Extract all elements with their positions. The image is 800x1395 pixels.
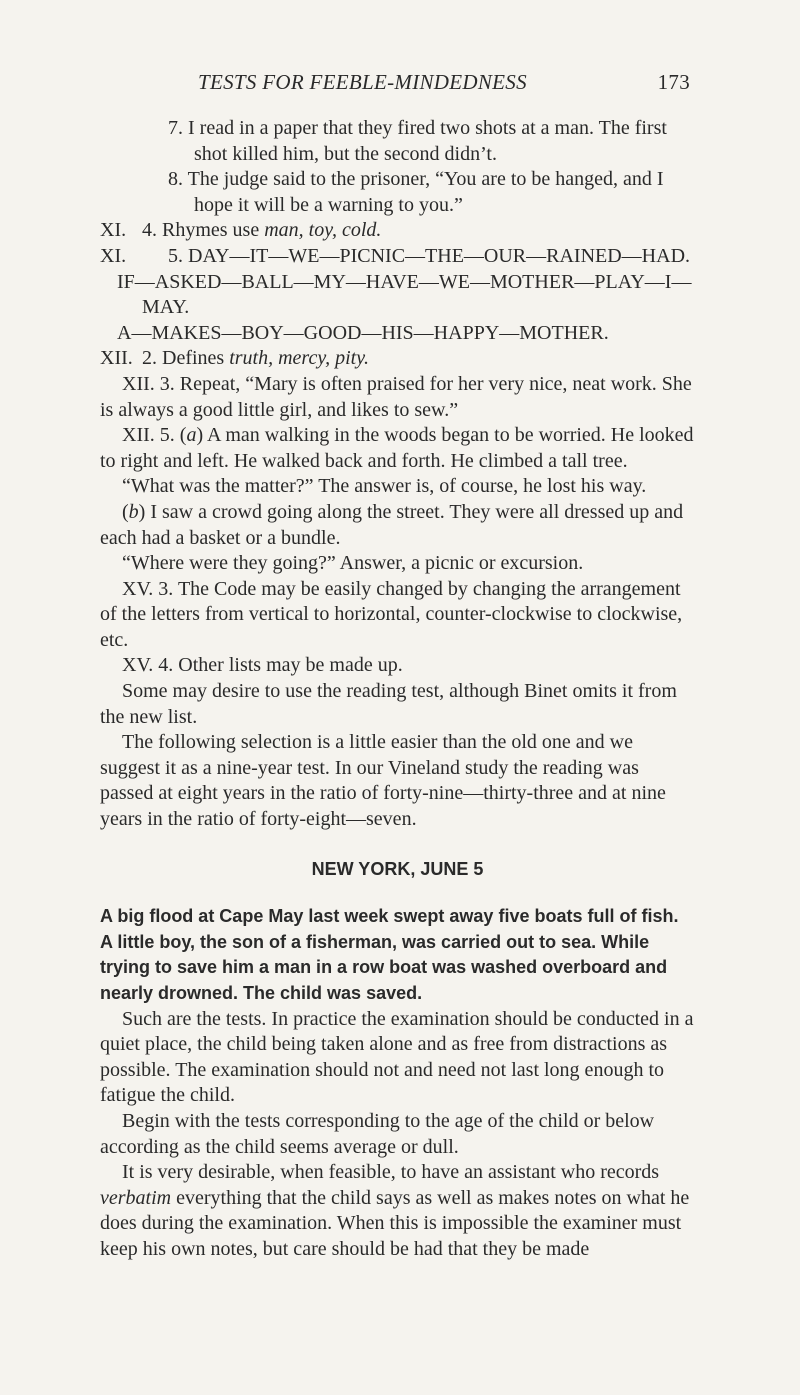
item-xi-5 bbox=[100, 244, 695, 346]
paragraph-following-selection: The following selection is a little easier than the old one and we suggest it as a nine-year test. In our Vineland study the reading was passed at eight years in the ratio of forty-nine—thirty-three and at nine years in the ratio of forty-eight—seven. bbox=[100, 731, 666, 831]
closing-paragraph-2: Begin with the tests corresponding to the age of the child or below according as the child seems average or dull. bbox=[100, 1109, 655, 1158]
item-xi-4 bbox=[100, 218, 695, 244]
item-xi-4-rhymes: man, toy, cold. bbox=[264, 219, 382, 242]
paragraph-reading-test: Some may desire to use the reading test, although Binet omits it from the new list. bbox=[100, 680, 677, 728]
item-8: 8. The judge said to the prisoner, “You are to be hanged, and I hope it will be a warning to you.” bbox=[168, 168, 664, 216]
item-xii-2-text bbox=[100, 346, 695, 372]
item-xi-5-line-2: IF—ASKED—BALL—MY—HAVE—WE—MOTHER—PLAY—I—MAY. bbox=[117, 270, 692, 319]
item-xii-5b bbox=[100, 500, 695, 551]
page-body bbox=[100, 116, 695, 1263]
item-xv-4: XV. 4. Other lists may be made up. bbox=[122, 654, 403, 677]
item-xii-5a-text: ) A man walking in the woods began to be worried. He looked to right and left. He walked back and forth. He climbed a tall tree. bbox=[100, 424, 694, 472]
running-title: TESTS FOR FEEBLE-MINDEDNESS bbox=[198, 70, 527, 94]
item-xi-5-line-1: 5. DAY—IT—WE—PICNIC—THE—OUR—RAINED—HAD. bbox=[168, 244, 691, 267]
item-xii-5a-pre: XII. 5. ( bbox=[122, 424, 187, 447]
item-xi-5-label: XI. bbox=[100, 244, 127, 267]
reading-test-heading: NEW YORK, JUNE 5 bbox=[311, 858, 484, 879]
item-xii-2 bbox=[100, 346, 695, 372]
item-xv-3: XV. 3. The Code may be easily changed by changing the arrangement of the letters from vertical to horizontal, counter-clockwise to clockwise, etc. bbox=[100, 577, 683, 651]
item-xi-4-label: XI. bbox=[100, 219, 127, 242]
item-xii-2-label: XII. bbox=[100, 347, 133, 370]
closing-paragraph-3-pre: It is very desirable, when feasible, to have an assistant who records bbox=[122, 1161, 660, 1184]
closing-paragraph-3 bbox=[100, 1160, 695, 1262]
running-header bbox=[198, 70, 690, 95]
item-xii-2-text-main: 2. Defines bbox=[142, 347, 230, 370]
item-xii-5a-question: “What was the matter?” The answer is, of course, he lost his way. bbox=[122, 475, 647, 498]
item-xi-4-text-main: 4. Rhymes use bbox=[142, 219, 265, 242]
item-xi-5-line-3: A—MAKES—BOY—GOOD—HIS—HAPPY—MOTHER. bbox=[117, 321, 609, 344]
item-xii-5b-question: “Where were they going?” Answer, a picnic or excursion. bbox=[122, 552, 584, 575]
item-7: 7. I read in a paper that they fired two shots at a man. The first shot killed him, but the second didn’t. bbox=[168, 117, 667, 165]
item-xii-3: XII. 3. Repeat, “Mary is often praised for her very nice, neat work. She is always a good little girl, and likes to sew.” bbox=[100, 372, 692, 421]
item-xii-5a bbox=[100, 423, 695, 474]
item-xii-5a-letter: a bbox=[186, 424, 197, 447]
closing-paragraph-1: Such are the tests. In practice the examination should be conducted in a quiet place, the child being taken alone and as free from distractions as possible. The examination should not and need not last long enough to fatigue the child. bbox=[100, 1007, 694, 1107]
closing-paragraph-3-post: everything that the child says as well as makes notes on what he does during the examination. When this is impossible the examiner must keep his own notes, but care should be had that they be made bbox=[100, 1186, 690, 1260]
item-xii-5b-pre: ( bbox=[122, 500, 129, 523]
item-xii-5b-text: ) I saw a crowd going along the street. They were all dressed up and each had a basket or a bundle. bbox=[100, 500, 684, 549]
item-xi-4-text bbox=[100, 218, 695, 244]
reading-test-passage: A big flood at Cape May last week swept away five boats full of fish. A little boy, the son of a fisherman, was carried out to sea. While trying to save him a man in a row boat was washed overboard and nearly drowned. The child was saved. bbox=[100, 906, 679, 1003]
closing-paragraph-3-verbatim: verbatim bbox=[100, 1186, 172, 1209]
page-number: 173 bbox=[657, 70, 690, 94]
item-xii-2-words: truth, mercy, pity. bbox=[229, 347, 369, 370]
item-xii-5b-letter: b bbox=[128, 500, 139, 523]
